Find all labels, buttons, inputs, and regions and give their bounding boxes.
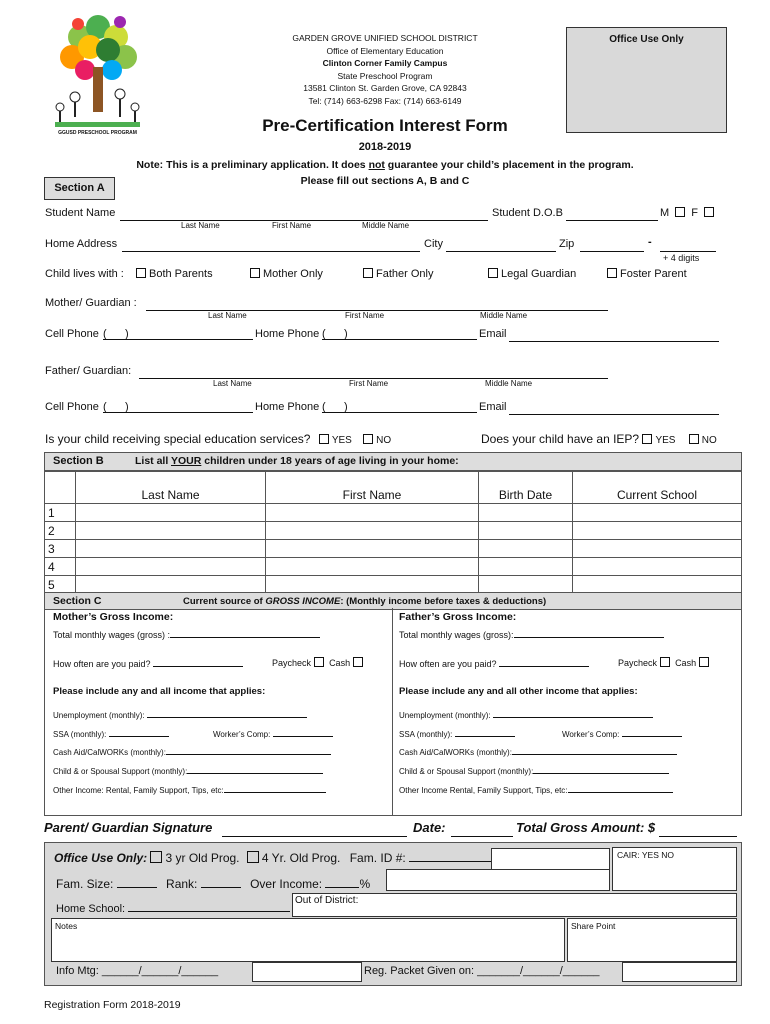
info-mtg-row: Info Mtg: ______/______/______: [56, 965, 219, 977]
row-number: 4: [45, 558, 76, 576]
section-a-label: Section A: [44, 177, 115, 200]
row-number: 1: [45, 504, 76, 522]
info-mtg-box[interactable]: [252, 962, 362, 982]
reg-packet-date-field[interactable]: _______/______/______: [477, 965, 600, 977]
cell-birth[interactable]: [479, 576, 573, 594]
table-row: [45, 504, 742, 522]
father-how-often: How often are you paid?: [399, 657, 589, 669]
table-row: [45, 558, 742, 576]
col-last-name: Last Name: [76, 471, 266, 504]
checkbox-icon[interactable]: [363, 268, 373, 278]
children-table: [44, 470, 742, 594]
cell-first[interactable]: [266, 576, 479, 594]
mother-cell-field[interactable]: ( ): [103, 328, 253, 340]
mother-cash-aid: Cash Aid/CalWORKs (monthly):: [53, 746, 331, 757]
city-label: City: [424, 238, 443, 250]
cell-first[interactable]: [266, 540, 479, 558]
total-gross-label: Total Gross Amount: $: [516, 820, 656, 835]
office-use-row2: Fam. Size: Rank: Over Income: %: [56, 877, 371, 891]
mother-cash-aid-field[interactable]: [166, 746, 331, 755]
iep-no-checkbox[interactable]: [689, 434, 699, 444]
plus4-note: + 4 digits: [663, 253, 700, 263]
office-use-row1: Office Use Only: 3 yr Old Prog. 4 Yr. Old Prog. Fam. ID #:: [54, 850, 491, 865]
home-address-label: Home Address: [45, 238, 118, 250]
mother-other-field[interactable]: [224, 784, 326, 793]
father-unemployment-field[interactable]: [493, 709, 653, 718]
father-include: Please include any and all other income that applies:: [399, 686, 638, 697]
mother-home-field[interactable]: ( ): [322, 328, 477, 340]
mother-guardian-label: Mother/ Guardian :: [45, 297, 137, 309]
father-how-often-field[interactable]: [499, 657, 589, 667]
lives-foster-parent[interactable]: Foster Parent: [607, 268, 687, 280]
fam-size-field[interactable]: [117, 876, 157, 888]
student-name-field[interactable]: [120, 209, 488, 221]
info-mtg-date-field[interactable]: ______/______/______: [101, 965, 219, 977]
mother-child-support: Child & or Spousal Support (monthly):: [53, 765, 323, 776]
sped-no-checkbox[interactable]: [363, 434, 373, 444]
col-current-school: Current School: [573, 471, 742, 504]
district-address: 13581 Clinton St. Garden Grove, CA 92843: [303, 83, 467, 93]
mother-paycheck-checkbox[interactable]: [314, 657, 324, 667]
father-cell-label: Cell Phone: [45, 401, 99, 413]
reg-packet-box[interactable]: [622, 962, 737, 982]
gender-f-label: F: [691, 207, 699, 219]
mother-include: Please include any and all income that applies:: [53, 686, 266, 697]
zip-label: Zip: [559, 238, 575, 250]
lives-with-label: Child lives with :: [45, 268, 124, 280]
father-workers-field[interactable]: [622, 728, 682, 737]
program-name: State Preschool Program: [337, 70, 433, 81]
mother-ssa: SSA (monthly):: [53, 728, 169, 739]
father-home-field[interactable]: ( ): [322, 401, 477, 413]
mother-other-income: Other Income: Rental, Family Support, Tips, etc:: [53, 784, 326, 795]
cell-last[interactable]: [76, 504, 266, 522]
checkbox-icon[interactable]: [607, 268, 617, 278]
father-other-field[interactable]: [568, 784, 673, 793]
total-gross-field[interactable]: [659, 823, 737, 837]
cair-label: CAIR: YES NO: [617, 850, 674, 860]
cell-school[interactable]: [573, 522, 742, 540]
office-use-label: Office Use Only: [609, 34, 684, 45]
mother-email-field[interactable]: [509, 330, 719, 342]
cell-first[interactable]: [266, 558, 479, 576]
sped-yes-checkbox[interactable]: [319, 434, 329, 444]
father-child-support-field[interactable]: [533, 765, 669, 774]
mother-name-field[interactable]: [146, 299, 608, 311]
father-workers-comp: Worker’s Comp:: [562, 728, 682, 739]
form-title: Pre-Certification Interest Form: [262, 116, 508, 135]
mother-pay-options: Paycheck Cash: [272, 657, 366, 668]
over-income-field[interactable]: [325, 876, 359, 888]
lives-mother-only[interactable]: Mother Only: [250, 268, 323, 280]
section-c-label: Section C: [53, 595, 102, 607]
mother-workers-field[interactable]: [273, 728, 333, 737]
table-row: [45, 522, 742, 540]
checkbox-icon[interactable]: [136, 268, 146, 278]
mother-cell-label: Cell Phone: [45, 328, 99, 340]
father-sub-middle: Middle Name: [485, 379, 533, 388]
zip-dash: -: [648, 236, 652, 248]
row-number: 5: [45, 576, 76, 594]
district-header: [235, 32, 535, 107]
mother-cash-checkbox[interactable]: [353, 657, 363, 667]
father-email-field[interactable]: [509, 403, 719, 415]
logo-caption: GGUSD PRESCHOOL PROGRAM: [58, 130, 137, 136]
section-b-label: Section B: [53, 455, 104, 467]
date-field[interactable]: [451, 823, 513, 837]
cell-last[interactable]: [76, 522, 266, 540]
student-sub-last: Last Name: [181, 221, 220, 230]
gender-m-checkbox[interactable]: [675, 207, 685, 217]
father-paycheck-checkbox[interactable]: [660, 657, 670, 667]
father-unemployment: Unemployment (monthly):: [399, 709, 653, 720]
cell-school[interactable]: [573, 558, 742, 576]
father-total-field[interactable]: [514, 628, 664, 638]
zip-field[interactable]: [580, 240, 644, 252]
over-income-box[interactable]: [386, 869, 610, 891]
date-label: Date:: [413, 820, 446, 835]
reg-packet-row: Reg. Packet Given on: _______/______/______: [364, 965, 600, 977]
gender-f-checkbox[interactable]: [704, 207, 714, 217]
father-cell-field[interactable]: ( ): [103, 401, 253, 413]
iep-question: Does your child have an IEP? YES NO: [481, 432, 717, 446]
father-cash-aid: Cash Aid/CalWORKs (monthly):: [399, 746, 677, 757]
home-address-field[interactable]: [122, 240, 420, 252]
row-number: 3: [45, 540, 76, 558]
student-name-label: Student Name: [45, 207, 116, 219]
col-first-name: First Name: [266, 471, 479, 504]
sped-question: Is your child receiving special education services? YES NO: [45, 432, 392, 446]
rank-field[interactable]: [201, 876, 241, 888]
notes-label: Notes: [55, 921, 78, 931]
preliminary-note: Note: This is a preliminary application. It does not guarantee your child’s placement in the program.: [136, 159, 634, 171]
gender-options: [660, 207, 717, 219]
cell-last[interactable]: [76, 558, 266, 576]
cell-last[interactable]: [76, 540, 266, 558]
fam-id-field[interactable]: [409, 850, 491, 862]
mother-home-label: Home Phone: [255, 328, 320, 340]
share-point-box[interactable]: [567, 918, 737, 962]
income-box: [44, 608, 742, 816]
student-dob-label: Student D.O.B: [492, 207, 563, 219]
father-cash-checkbox[interactable]: [699, 657, 709, 667]
lives-both-parents[interactable]: Both Parents: [136, 268, 213, 280]
checkbox-icon[interactable]: [250, 268, 260, 278]
notes-box[interactable]: [51, 918, 565, 962]
mother-unemployment: Unemployment (monthly):: [53, 709, 307, 720]
father-sub-last: Last Name: [213, 379, 252, 388]
cair-box[interactable]: [612, 847, 737, 891]
prog-3yr-checkbox[interactable]: [150, 851, 162, 863]
campus-name: Clinton Corner Family Campus: [322, 58, 448, 68]
cell-first[interactable]: [266, 504, 479, 522]
cell-birth[interactable]: [479, 540, 573, 558]
gender-m-label: M: [660, 207, 670, 219]
table-row: [45, 576, 742, 594]
father-email-label: Email: [479, 401, 507, 413]
mother-email-label: Email: [479, 328, 507, 340]
cell-school[interactable]: [573, 576, 742, 594]
cell-school[interactable]: [573, 504, 742, 522]
father-sub-first: First Name: [349, 379, 389, 388]
home-school-row: Home School:: [56, 901, 290, 915]
cell-first[interactable]: [266, 522, 479, 540]
student-sub-middle: Middle Name: [362, 221, 410, 230]
share-point-label: Share Point: [571, 921, 616, 931]
form-year: 2018-2019: [358, 141, 412, 153]
section-b-instruction: List all YOUR children under 18 years of age living in your home:: [135, 455, 459, 467]
father-income-title: Father’s Gross Income:: [399, 611, 517, 623]
out-of-district-label: Out of District:: [295, 895, 359, 906]
mother-how-often-field[interactable]: [153, 657, 243, 667]
mother-income-title: Mother’s Gross Income:: [53, 611, 174, 623]
section-b-header: [44, 452, 742, 472]
footer-text: Registration Form 2018-2019: [44, 999, 181, 1011]
table-row: [45, 540, 742, 558]
cell-birth[interactable]: [479, 558, 573, 576]
cell-school[interactable]: [573, 540, 742, 558]
zip-plus4-field[interactable]: [660, 240, 716, 252]
father-other-income: Other Income Rental, Family Support, Tips, etc:: [399, 784, 673, 795]
prog-4yr-checkbox[interactable]: [247, 851, 259, 863]
preschool-logo: [50, 12, 145, 142]
out-of-district-box[interactable]: [292, 893, 737, 917]
office-use-box: [566, 27, 727, 133]
mother-sub-middle: Middle Name: [480, 311, 528, 320]
cell-birth[interactable]: [479, 504, 573, 522]
fill-instruction: Please fill out sections A, B and C: [300, 175, 470, 187]
mother-child-support-field[interactable]: [187, 765, 323, 774]
row-number: 2: [45, 522, 76, 540]
home-school-field[interactable]: [128, 901, 290, 912]
iep-yes-checkbox[interactable]: [642, 434, 652, 444]
parent-signature-label: Parent/ Guardian Signature: [44, 820, 213, 835]
mother-how-often: How often are you paid?: [53, 657, 243, 669]
fam-id-box[interactable]: [491, 848, 610, 870]
mother-unemployment-field[interactable]: [147, 709, 307, 718]
mother-workers-comp: Worker’s Comp:: [213, 728, 333, 739]
father-ssa: SSA (monthly):: [399, 728, 515, 739]
office-name: Office of Elementary Education: [326, 45, 444, 56]
lives-father-only[interactable]: Father Only: [363, 268, 433, 280]
father-total-wages: Total monthly wages (gross):: [399, 628, 664, 640]
table-header-row: [45, 471, 742, 504]
mother-sub-last: Last Name: [208, 311, 247, 320]
section-c-instruction: Current source of GROSS INCOME: (Monthly income before taxes & deductions): [183, 596, 547, 607]
office-use-panel: [44, 842, 742, 986]
mother-sub-first: First Name: [345, 311, 385, 320]
father-pay-options: Paycheck Cash: [618, 657, 712, 668]
mother-total-wages: Total monthly wages (gross) :: [53, 628, 320, 640]
father-name-field[interactable]: [139, 367, 608, 379]
student-dob-field[interactable]: [566, 209, 658, 221]
parent-signature-field[interactable]: [222, 823, 407, 837]
father-ssa-field[interactable]: [455, 728, 515, 737]
cell-birth[interactable]: [479, 522, 573, 540]
checkbox-icon[interactable]: [488, 268, 498, 278]
lives-legal-guardian[interactable]: Legal Guardian: [488, 268, 576, 280]
col-birth-date: Birth Date: [479, 471, 573, 504]
father-guardian-label: Father/ Guardian:: [45, 365, 132, 377]
district-name: GARDEN GROVE UNIFIED SCHOOL DISTRICT: [292, 33, 478, 43]
father-cash-aid-field[interactable]: [512, 746, 677, 755]
cell-last[interactable]: [76, 576, 266, 594]
father-home-label: Home Phone: [255, 401, 320, 413]
mother-ssa-field[interactable]: [109, 728, 169, 737]
father-child-support: Child & or Spousal Support (monthly):: [399, 765, 669, 776]
district-phone: Tel: (714) 663-6298 Fax: (714) 663-6149: [308, 95, 462, 106]
student-sub-first: First Name: [272, 221, 312, 230]
mother-total-field[interactable]: [170, 628, 320, 638]
city-field[interactable]: [446, 240, 556, 252]
